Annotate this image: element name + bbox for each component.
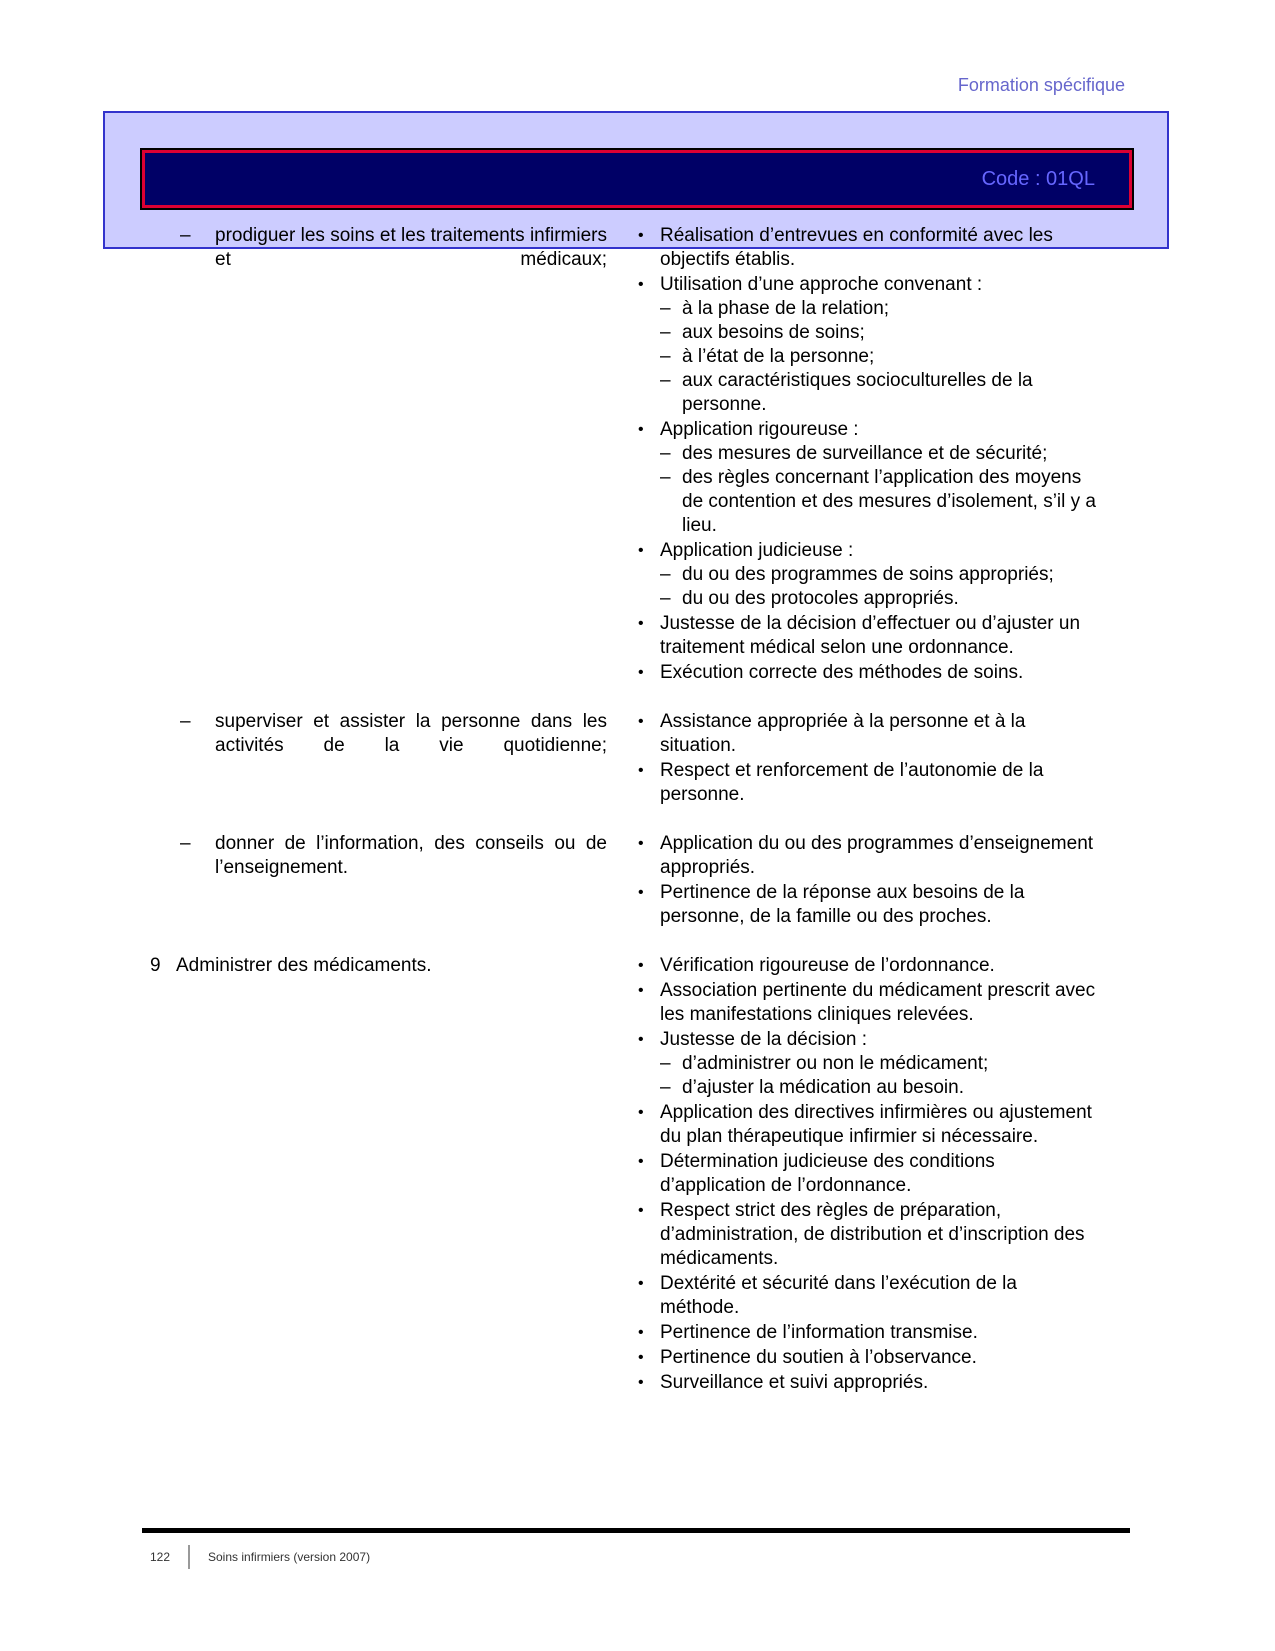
criterion-text: Justesse de la décision : [660,1029,868,1050]
criterion-subitem [660,321,1100,345]
criterion-item [638,1101,1100,1149]
competency-table [150,224,1100,1420]
bullet-icon: • [638,421,644,438]
criterion-text: Application du ou des programmes d’enseignement appropriés. [660,833,1094,878]
competency-subelement [150,224,638,272]
subitem-text: d’ajuster la médication au besoin. [682,1077,965,1098]
criteria-column [638,224,1100,686]
criterion-item [638,979,1100,1027]
subitem-text: à la phase de la relation; [682,298,890,319]
criterion-item [638,954,1100,978]
element-column [150,224,638,686]
bullet-icon: • [638,957,644,974]
competency-section [150,224,1100,686]
criterion-item [638,661,1100,685]
competency-subelement [150,710,638,758]
subelement-text: donner de l’information, des conseils ou de l’enseignement. [215,833,607,878]
dash-icon: – [660,370,671,391]
code-label: Code : 01QL [981,168,1095,190]
subelement-text: superviser et assister la personne dans les activités de la vie quotidienne; [215,711,607,756]
criterion-item [638,418,1100,538]
criterion-item [638,1028,1100,1100]
criterion-item [638,1272,1100,1320]
bullet-icon: • [638,762,644,779]
element-text: Administrer des médicaments. [176,955,432,976]
subitem-text: aux besoins de soins; [682,322,865,343]
bullet-icon: • [638,713,644,730]
bullet-icon: • [638,615,644,632]
criteria-column [638,710,1100,808]
dash-icon: – [660,322,671,343]
dash-marker: – [180,225,191,246]
criterion-text: Application rigoureuse : [660,419,859,440]
subitem-text: du ou des protocoles appropriés. [682,588,959,609]
bullet-icon: • [638,835,644,852]
criteria-column [638,954,1100,1396]
competency-subelement [150,832,638,880]
criterion-item [638,1371,1100,1395]
criterion-text: Assistance appropriée à la personne et à la situation. [660,711,1026,756]
dash-icon: – [660,298,671,319]
subitem-text: à l’état de la personne; [682,346,875,367]
criterion-item [638,759,1100,807]
subitem-text: d’administrer ou non le médicament; [682,1053,989,1074]
criterion-item [638,710,1100,758]
criterion-text: Application judicieuse : [660,540,854,561]
criterion-text: Application des directives infirmières ou ajustement du plan thérapeutique infirmier si nécessaire. [660,1102,1092,1147]
dash-icon: – [660,1077,671,1098]
competency-element [150,954,638,978]
criterion-text: Respect strict des règles de préparation, d’administration, de distribution et d’inscription des médicaments. [660,1200,1085,1269]
competency-section [150,954,1100,1396]
criterion-text: Pertinence de l’information transmise. [660,1322,978,1343]
criterion-text: Surveillance et suivi appropriés. [660,1372,929,1393]
code-banner [142,150,1132,208]
competency-section [150,832,1100,930]
bullet-icon: • [638,664,644,681]
criterion-item [638,273,1100,417]
criterion-subitem [660,369,1100,417]
criterion-text: Association pertinente du médicament prescrit avec les manifestations cliniques relevées. [660,980,1096,1025]
bullet-icon: • [638,1153,644,1170]
criterion-subitem [660,563,1100,587]
criterion-item [638,539,1100,611]
bullet-icon: • [638,884,644,901]
criterion-text: Réalisation d’entrevues en conformité avec les objectifs établis. [660,225,1053,270]
subitem-text: des mesures de surveillance et de sécurité; [682,443,1048,464]
criterion-subitem [660,466,1100,538]
bullet-icon: • [638,1374,644,1391]
dash-icon: – [660,467,671,488]
subitem-text: du ou des programmes de soins appropriés; [682,564,1054,585]
criterion-text: Justesse de la décision d’effectuer ou d’ajuster un traitement médical selon une ordonnance. [660,613,1081,658]
dash-marker: – [180,711,191,732]
document-title: Soins infirmiers (version 2007) [208,1550,371,1564]
criterion-subitem [660,1052,1100,1076]
criterion-item [638,1321,1100,1345]
footer-rule [142,1528,1130,1533]
criterion-subitem [660,442,1100,466]
footer-separator [188,1545,190,1569]
bullet-icon: • [638,227,644,244]
bullet-icon: • [638,1324,644,1341]
criterion-item [638,612,1100,660]
bullet-icon: • [638,1349,644,1366]
criterion-text: Utilisation d’une approche convenant : [660,274,983,295]
criterion-item [638,832,1100,880]
criterion-item [638,224,1100,272]
criterion-item [638,1199,1100,1271]
page-footer [150,1545,370,1569]
subitem-text: aux caractéristiques socioculturelles de la personne. [682,370,1033,415]
criterion-item [638,881,1100,929]
criterion-text: Pertinence du soutien à l’observance. [660,1347,977,1368]
dash-icon: – [660,443,671,464]
bullet-icon: • [638,1202,644,1219]
bullet-icon: • [638,1031,644,1048]
bullet-icon: • [638,542,644,559]
criterion-text: Pertinence de la réponse aux besoins de la personne, de la famille ou des proches. [660,882,1025,927]
element-column [150,832,638,930]
criterion-text: Dextérité et sécurité dans l’exécution de la méthode. [660,1273,1017,1318]
subitem-text: des règles concernant l’application des moyens de contention et des mesures d’isolement, s’il y a lieu. [682,467,1096,536]
bullet-icon: • [638,1104,644,1121]
criterion-subitem [660,345,1100,369]
criterion-text: Exécution correcte des méthodes de soins. [660,662,1024,683]
subelement-text: prodiguer les soins et les traitements infirmiers et médicaux; [215,225,607,270]
criteria-column [638,832,1100,930]
element-column [150,710,638,808]
criterion-subitem [660,587,1100,611]
running-header: Formation spécifique [957,75,1125,95]
dash-marker: – [180,833,191,854]
criterion-text: Détermination judicieuse des conditions d’application de l’ordonnance. [660,1151,995,1196]
criterion-item [638,1150,1100,1198]
criterion-subitem [660,1076,1100,1100]
competency-section [150,710,1100,808]
bullet-icon: • [638,1275,644,1292]
page-number: 122 [150,1550,171,1564]
dash-icon: – [660,346,671,367]
dash-icon: – [660,1053,671,1074]
dash-icon: – [660,564,671,585]
element-number: 9 [150,955,161,976]
criterion-subitem [660,297,1100,321]
dash-icon: – [660,588,671,609]
bullet-icon: • [638,982,644,999]
criterion-text: Vérification rigoureuse de l’ordonnance. [660,955,995,976]
criterion-text: Respect et renforcement de l’autonomie de la personne. [660,760,1044,805]
element-column [150,954,638,1396]
bullet-icon: • [638,276,644,293]
criterion-item [638,1346,1100,1370]
